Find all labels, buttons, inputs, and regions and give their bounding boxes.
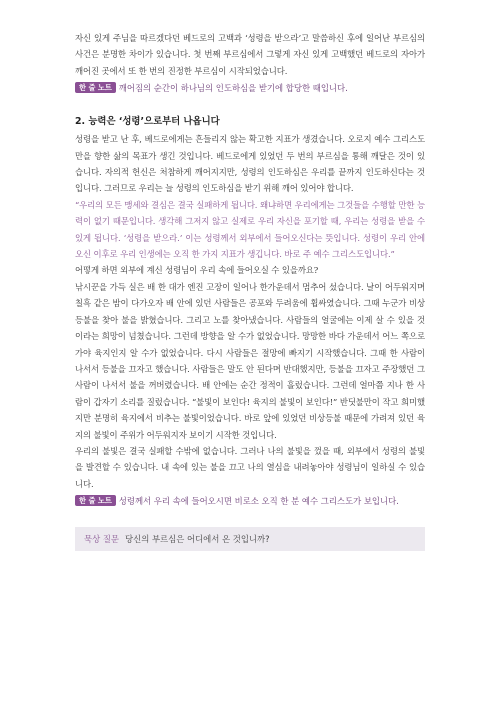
note-text: 깨어짐의 순간이 하나님의 인도하심을 받기에 합당한 때입니다.	[118, 83, 348, 94]
one-line-note	[75, 81, 425, 96]
note-badge: 한 줄 노트	[75, 495, 116, 506]
section-paragraph: 성령을 받고 난 후, 베드로에게는 흔들리지 않는 확고한 지표가 생겼습니다. 오로지 예수 그리스도만을 향한 삶의 목표가 생긴 것입니다. 베드로에게 있었던 두 번의 부르심을 통해 깨달은 것이 있습니다. 자의적 헌신은 처참하게 깨어지지만, 성령의 인도하심은 우리를 끝까지 인도하신다는 것입니다. 그러므로 우리는 늘 성령의 인도하심을 받기 위해 깨어 있어야 합니다.	[75, 134, 425, 194]
meditation-label: 묵상 질문	[84, 534, 120, 545]
section-heading: 2. 능력은 ‘성령’으로부터 나옵니다	[75, 116, 220, 128]
conclusion-paragraph: 우리의 불빛은 결국 실패할 수밖에 없습니다. 그러나 나의 불빛을 껐을 때, 외부에서 성령의 불빛을 발견할 수 있습니다. 내 속에 있는 불을 끄고 나의 열심을 내려놓아야 성령님이 일하실 수 있습니다.	[75, 445, 425, 489]
meditation-question: 당신의 부르심은 어디에서 온 것입니까?	[125, 534, 270, 545]
one-line-note	[75, 494, 425, 509]
document-body	[75, 30, 425, 551]
note-text: 성령께서 우리 속에 들어오시면 비로소 오직 한 분 예수 그리스도가 보입니다.	[118, 496, 399, 507]
quote-paragraph: “우리의 모든 맹세와 결심은 결국 실패하게 됩니다. 왜냐하면 우리에게는 그것들을 수행할 만한 능력이 없기 때문입니다. 생각해 그저지 않고 실제로 우리 자신을 포기할 때, 우리는 성령을 받을 수 있게 됩니다. ‘성령을 받으라.’ 이는 성령께서 외부에서 들어오신다는 뜻입니다. 성령이 우리 안에 오신 이후로 우리 인생에는 오직 한 가지 지표가 생깁니다. 바로 주 예수 그리스도입니다.”	[75, 199, 425, 260]
question-paragraph: 어떻게 하면 외부에 계신 성령님이 우리 속에 들어오실 수 있을까요?	[75, 265, 319, 276]
note-badge: 한 줄 노트	[75, 82, 116, 93]
intro-paragraph: 자신 있게 주님을 따르겠다던 베드로의 고백과 ‘성령을 받으라’고 말씀하신 후에 일어난 부르심의 사건은 분명한 차이가 있습니다. 첫 번째 부르심에서 그렇게 자신 있게 고백했던 베드로의 자아가 깨어진 곳에서 또 한 번의 진정한 부르심이 시작되었습니다.	[75, 33, 425, 76]
story-paragraph: 낚시꾼을 가득 실은 배 한 대가 엔진 고장이 일어나 한가운데서 멈추어 섰습니다. 날이 어두워지며 칠흑 같은 밤이 다가오자 배 안에 있던 사람들은 공포와 두려움에 휩싸였습니다. 그때 누군가 비상 등불을 찾아 불을 밝혔습니다. 그리고 노를 찾아냈습니다. 사람들의 얼굴에는 이제 살 수 있을 것이라는 희망이 넘쳤습니다. 그런데 방향을 알 수가 없었습니다. 망망한 바다 가운데서 어느 쪽으로 가야 육지인지 알 수가 없었습니다. 다시 사람들은 절망에 빠지기 시작했습니다. 그때 한 사람이 나서서 등불을 끄자고 했습니다. 사람들은 말도 안 된다며 반대했지만, 등불을 끄자고 주장했던 그 사람이 나서서 불을 꺼버렸습니다. 배 안에는 순간 정적이 흘렀습니다. 그런데 얼마쯤 지나 한 사람이 갑자기 소리를 질렀습니다. “불빛이 보인다! 육지의 불빛이 보인다!” 반딧불만이 작고 희미했지만 분명히 육지에서 비추는 불빛이었습니다. 바로 앞에 있었던 비상등불 때문에 가려져 있던 육지의 불빛이 주위가 어두워지자 보이기 시작한 것입니다.	[75, 281, 425, 440]
meditation-question-box	[75, 527, 425, 551]
